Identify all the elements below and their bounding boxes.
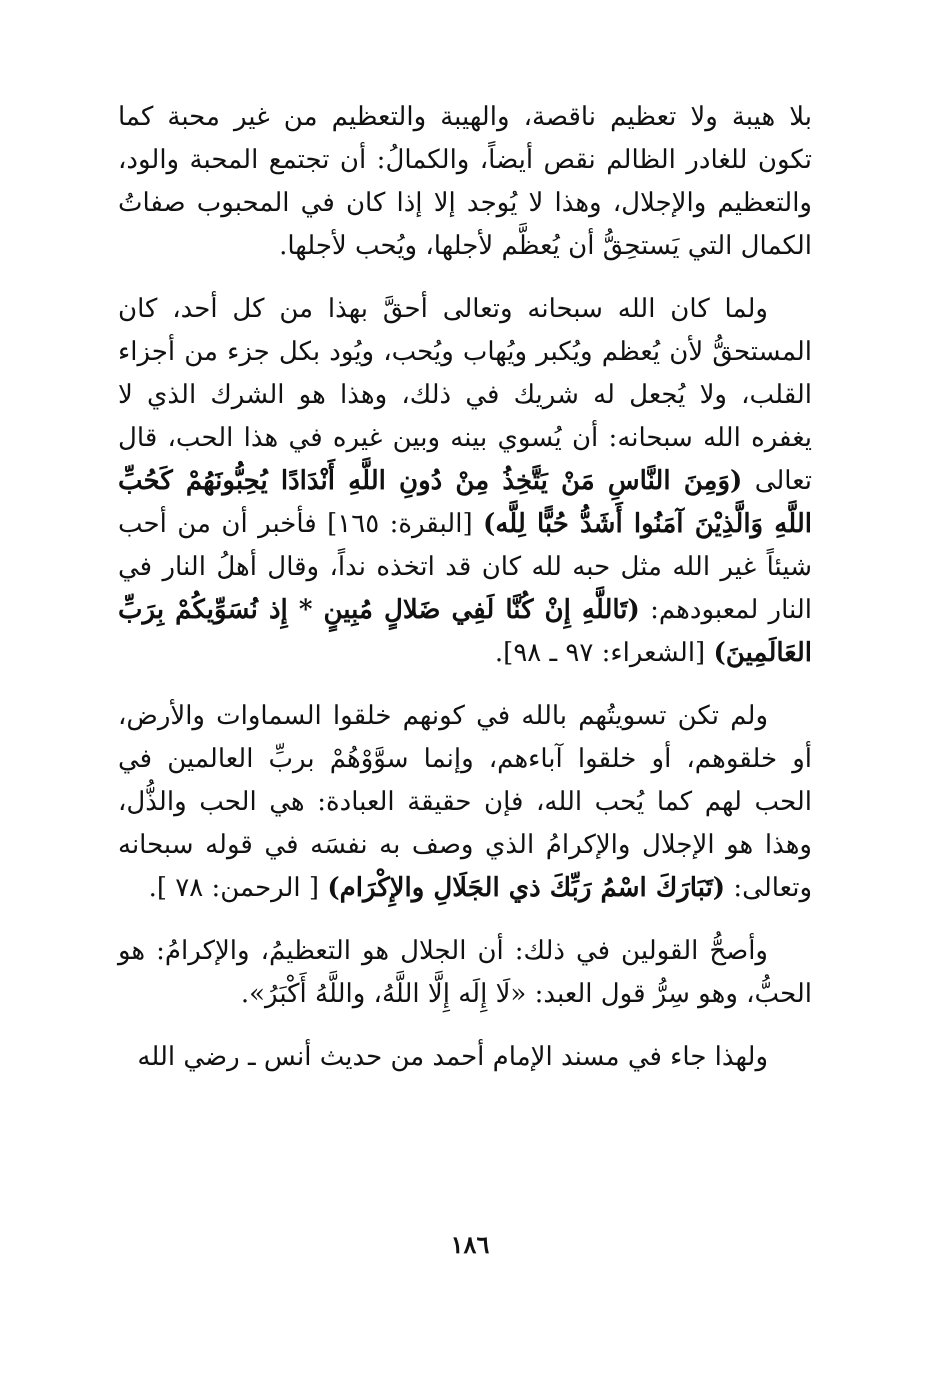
paragraph-2-text-c: [الشعراء: ٩٧ ـ ٩٨]. <box>494 638 714 668</box>
paragraph-5 <box>118 1036 812 1079</box>
page-number: ١٨٦ <box>450 1230 490 1259</box>
quran-verse-shuara-97-98: (تَاللَّهِ إِنْ كُنَّا لَفِي ضَلالٍ مُبِينٍ * إِذ نُسَوِّيكُمْ بِرَبِّ العَالَمِينَ) <box>118 595 812 668</box>
paragraph-3-text-b: [ الرحمن: ٧٨ ]. <box>148 873 328 903</box>
paragraph-2-text-b: [البقرة: ١٦٥] فأخبر أن من أحب شيئاً غير الله مثل حبه لله كان قد اتخذه نداً، وقال أهلُ النار في النار لمعبودهم: <box>118 509 812 625</box>
paragraph-2-text-a: ولما كان الله سبحانه وتعالى أحقَّ بهذا من كل أحد، كان المستحقُّ لأن يُعظم ويُكبر ويُهاب ويُحب، ويُود بكل جزء من أجزاء القلب، ولا يُجعل له شريك في ذلك، وهذا هو الشرك الذي لا يغفره الله سبحانه: أن يُسوي بينه وبين غيره في هذا الحب، قال تعالى <box>118 294 812 496</box>
quran-verse-baqarah-165: (وَمِنَ النَّاسِ مَنْ يَتَّخِذُ مِنْ دُونِ اللَّهِ أَنْدَادًا يُحِبُّونَهُمْ كَحُبِّ اللَّهِ وَالَّذِيْنَ آمَنُوا أَشَدُّ حُبًّا لِلَّه) <box>118 466 812 539</box>
paragraph-3-text-a: ولم تكن تسويتُهم بالله في كونهم خلقوا السماوات والأرض، أو خلقوهم، أو خلقوا آباءهم، وإنما سوَّوْهُمْ بربِّ العالمين في الحب لهم كما يُحب الله، فإن حقيقة العبادة: هي الحب والذُّل، وهذا هو الإجلال والإكرامُ الذي وصف به نفسَه في قوله سبحانه وتعالى: <box>118 701 812 903</box>
book-page-body <box>118 96 812 1099</box>
paragraph-1 <box>118 96 812 268</box>
paragraph-4-text: وأصحُّ القولين في ذلك: أن الجلال هو التعظيمُ، والإكرامُ: هو الحبُّ، وهو سِرُّ قول العبد: «لَا إِلَه إِلَّا اللَّهُ، واللَّهُ أَكْبَرُ». <box>118 936 812 1009</box>
paragraph-2 <box>118 288 812 675</box>
paragraph-5-text: ولهذا جاء في مسند الإمام أحمد من حديث أنس ـ رضي الله <box>137 1042 768 1072</box>
paragraph-4 <box>118 930 812 1016</box>
quran-verse-rahman-78: (تَبَارَكَ اسْمُ رَبِّكَ ذي الجَلَالِ والإِكْرَام) <box>327 873 726 903</box>
paragraph-3 <box>118 695 812 910</box>
paragraph-1-text: بلا هيبة ولا تعظيم ناقصة، والهيبة والتعظيم من غير محبة كما تكون للغادر الظالم نقص أيضاً، والكمالُ: أن تجتمع المحبة والود، والتعظيم والإجلال، وهذا لا يُوجد إلا إذا كان في المحبوب صفاتُ الكمال التي يَستحِقُّ أن يُعظَّم لأجلها، ويُحب لأجلها. <box>118 102 812 261</box>
